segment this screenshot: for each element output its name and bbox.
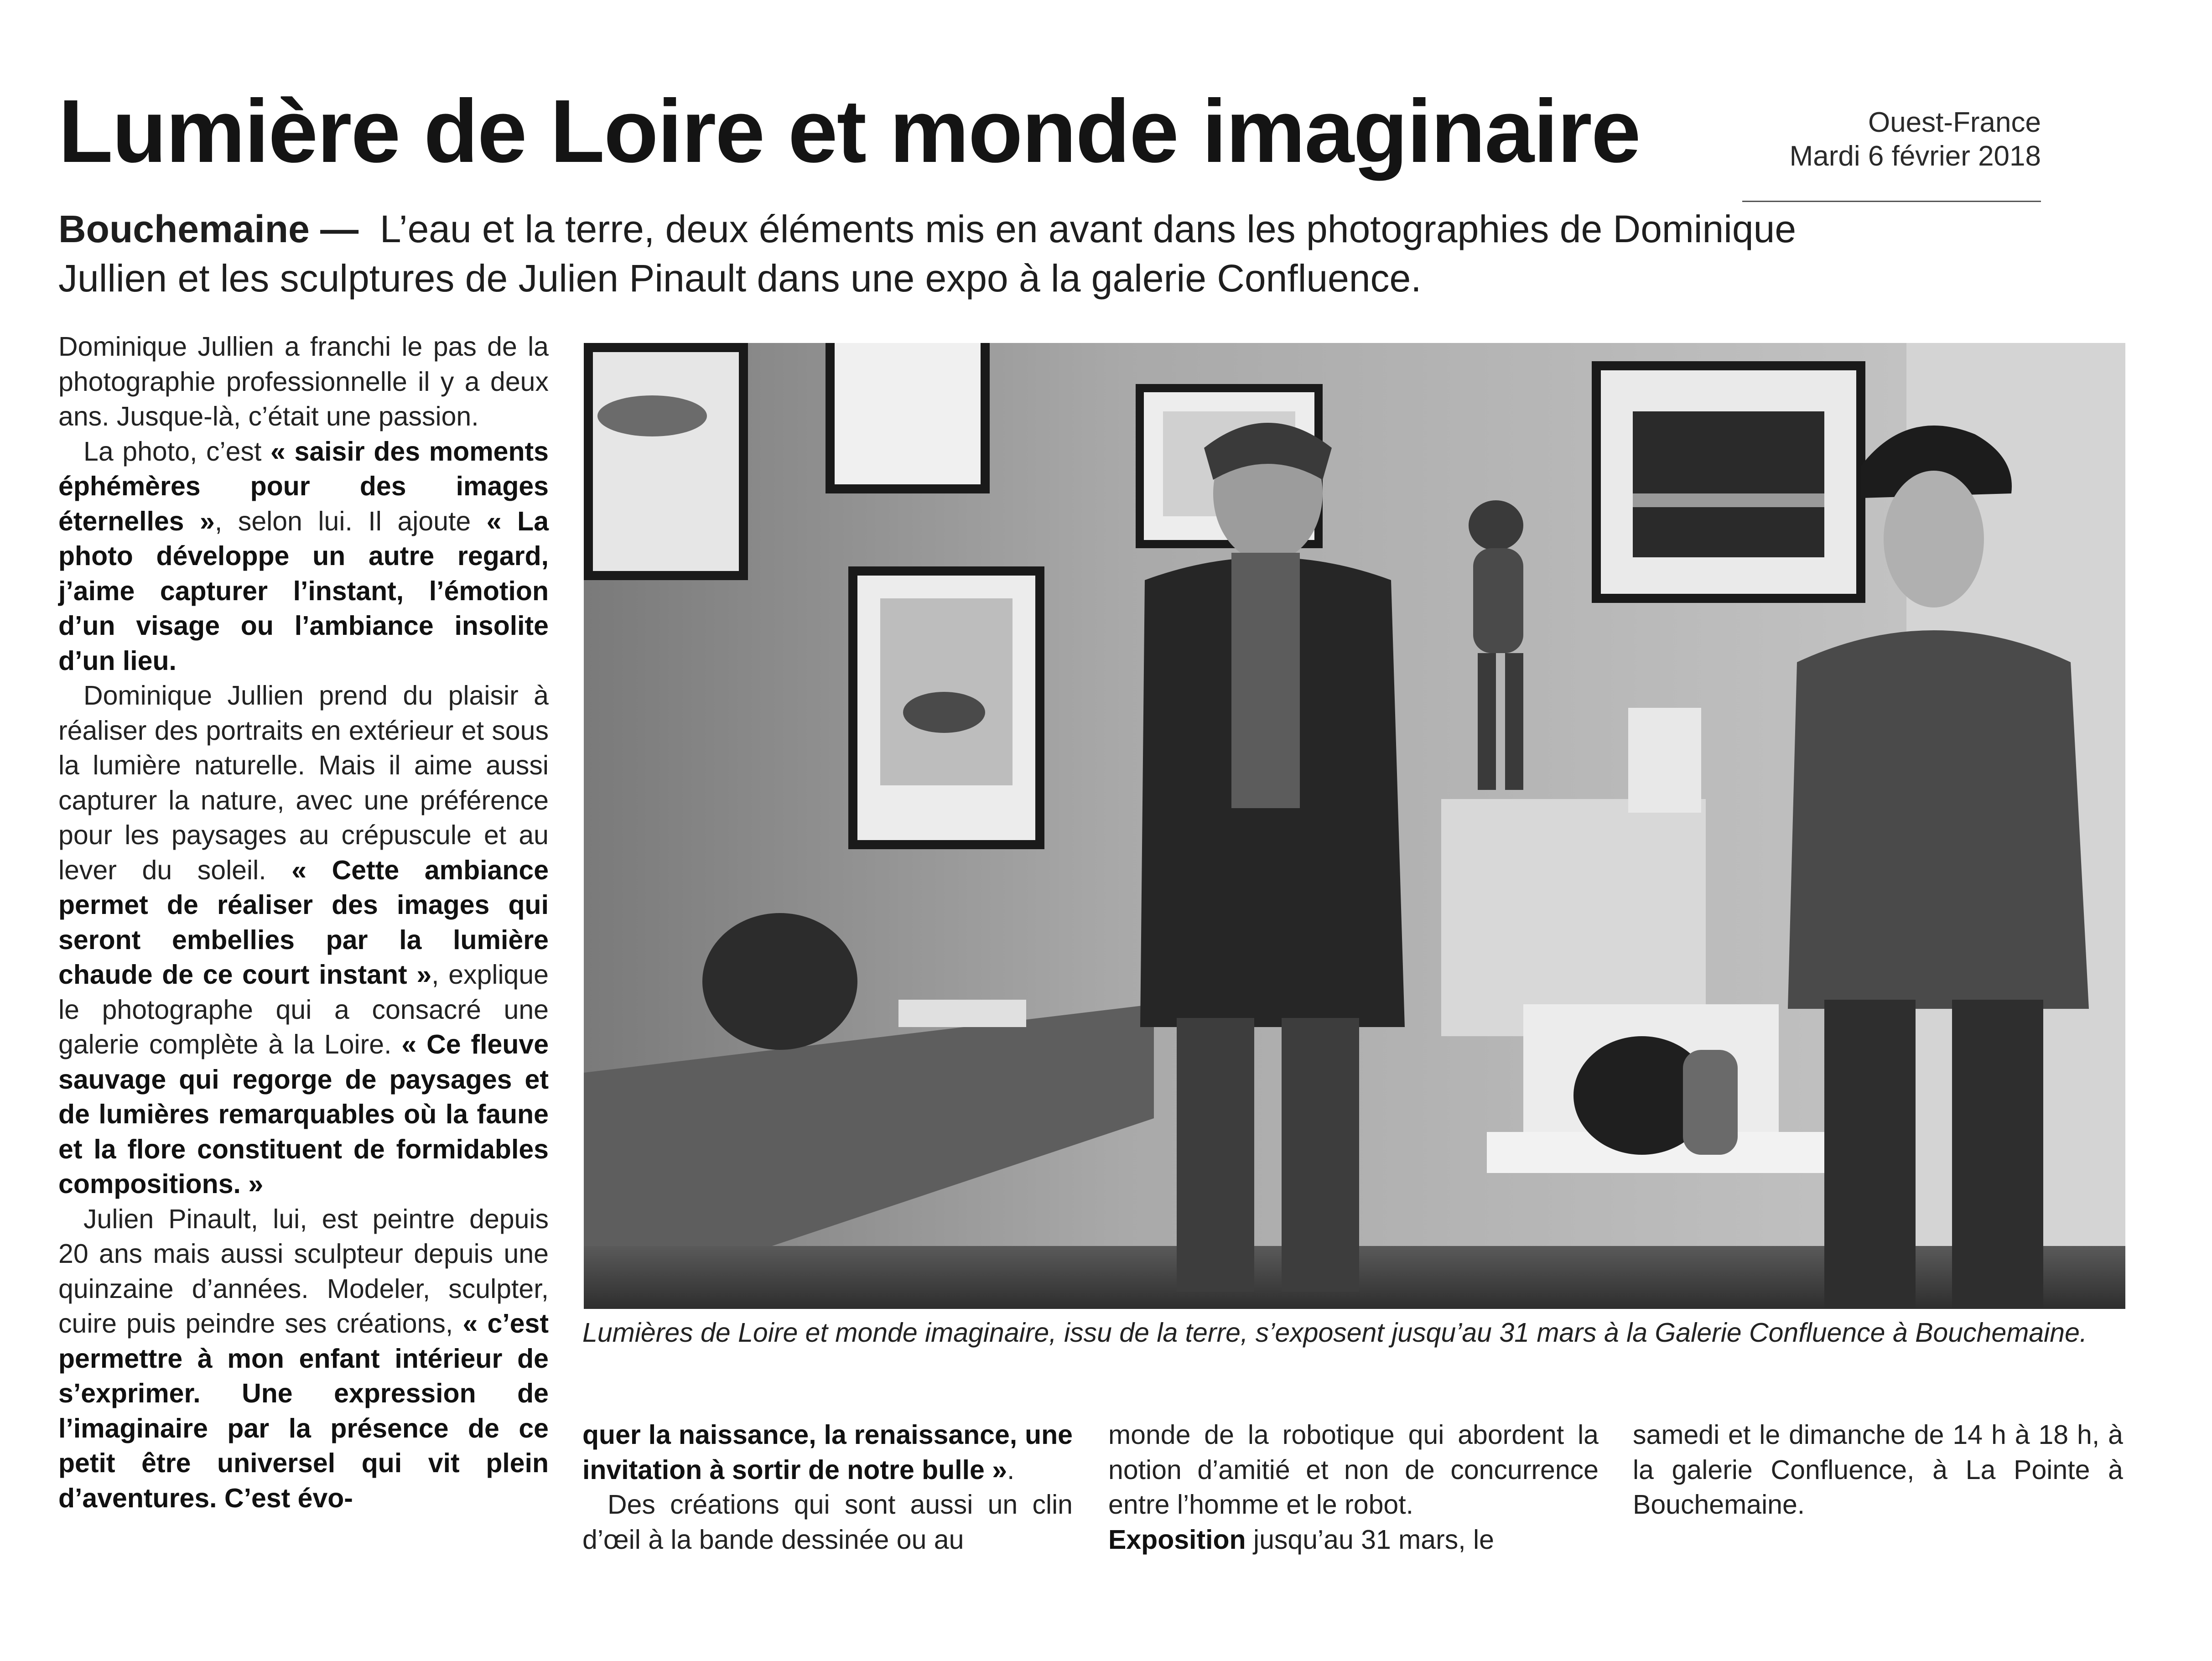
quote-run: « c’est permettre à mon enfant intérieur de s’exprimer. Une expression de l’imaginaire par la présence de ce petit être universel qui vit plein d’aventures. C’est évo- bbox=[58, 1308, 549, 1513]
framed-photo bbox=[584, 343, 748, 580]
pedestal bbox=[1441, 799, 1706, 1036]
body-paragraph-6-cont: samedi et le dimanche de 14 h à 18 h, à la galerie Confluence, à La Pointe à Bouchemaine. bbox=[1633, 1420, 2123, 1520]
body-paragraph-6 bbox=[1108, 1522, 1599, 1557]
body-paragraph-4-cont bbox=[582, 1417, 1073, 1487]
body-paragraph-3 bbox=[58, 678, 549, 1202]
label-card bbox=[1628, 708, 1701, 813]
column-4 bbox=[1633, 1417, 2123, 1522]
body-paragraph-5-cont: monde de la robotique qui abordent la notion d’amitié et non de concurrence entre l’homme et le robot. bbox=[1108, 1420, 1599, 1520]
text-run: , selon lui. Il ajoute bbox=[214, 506, 487, 536]
body-paragraph-4 bbox=[58, 1202, 549, 1516]
text-run: , explique le photographe qui a consacré une galerie complète à la Loire. bbox=[58, 960, 549, 1059]
column-3 bbox=[1108, 1417, 1599, 1557]
masthead bbox=[1722, 106, 2041, 173]
masthead-rule bbox=[1742, 201, 2041, 202]
body-paragraph-2 bbox=[58, 434, 549, 679]
framed-photo bbox=[826, 343, 990, 493]
publication-date: Mardi 6 février 2018 bbox=[1789, 140, 2041, 172]
text-run: Dominique Jullien prend du plaisir à réaliser des portraits en extérieur et sous la lumière naturelle. Mais il aime aussi capturer la nature, avec une préférence pour les paysages au crépuscule et au lever du soleil. bbox=[58, 680, 549, 885]
exposition-label: Exposition bbox=[1108, 1524, 1246, 1555]
body-paragraph-1: Dominique Jullien a franchi le pas de la photographie professionnelle il y a deux ans. Jusque-là, c’était une passion. bbox=[58, 332, 549, 431]
framed-photo bbox=[1592, 361, 1865, 603]
framed-photo bbox=[848, 566, 1044, 849]
quote-run: quer la naissance, la renaissance, une invitation à sortir de notre bulle » bbox=[582, 1420, 1073, 1485]
pot-sculpture bbox=[702, 913, 857, 1050]
gallery-photo-illustration bbox=[584, 343, 2125, 1309]
text-run: jusqu’au 31 mars, le bbox=[1246, 1524, 1494, 1555]
quote-run: « Ce fleuve sauvage qui regorge de paysages et de lumières remarquables où la faune et la flore constituent de formidables compositions. » bbox=[58, 1029, 549, 1199]
lead-paragraph bbox=[58, 204, 1837, 303]
article-photo bbox=[584, 343, 2125, 1309]
lead-place: Bouchemaine — bbox=[58, 208, 359, 250]
text-run: . bbox=[1007, 1454, 1015, 1485]
text-run: Julien Pinault, lui, est peintre depuis 20 ans mais aussi sculpteur depuis une quinzaine d’années. Modeler, sculpter, cuire puis peindre ses créations, bbox=[58, 1204, 549, 1339]
body-paragraph-5: Des créations qui sont aussi un clin d’œil à la bande dessinée ou au bbox=[582, 1490, 1073, 1555]
column-2 bbox=[582, 1417, 1073, 1557]
quote-run: « saisir des moments éphémères pour des images éternelles » bbox=[58, 436, 549, 536]
quote-run: « La photo développe un autre regard, j’aime capturer l’instant, l’émotion d’un visage ou l’ambiance insolite d’un lieu. bbox=[58, 506, 549, 676]
text-run: La photo, c’est bbox=[83, 436, 271, 467]
source-name: Ouest-France bbox=[1868, 107, 2041, 138]
column-1 bbox=[58, 329, 549, 1516]
headline: Lumière de Loire et monde imaginaire bbox=[58, 81, 1640, 181]
lead-text: L’eau et la terre, deux éléments mis en avant dans les photographies de Dominique Jullien et les sculptures de Julien Pinault dans une expo à la galerie Confluence. bbox=[58, 208, 1797, 300]
photo-caption: Lumières de Loire et monde imaginaire, issu de la terre, s’exposent jusqu’au 31 mars à la Galerie Confluence à Bouchemaine. bbox=[582, 1318, 2087, 1348]
quote-run: « Cette ambiance permet de réaliser des images qui seront embellies par la lumière chaude de ce court instant » bbox=[58, 855, 549, 990]
